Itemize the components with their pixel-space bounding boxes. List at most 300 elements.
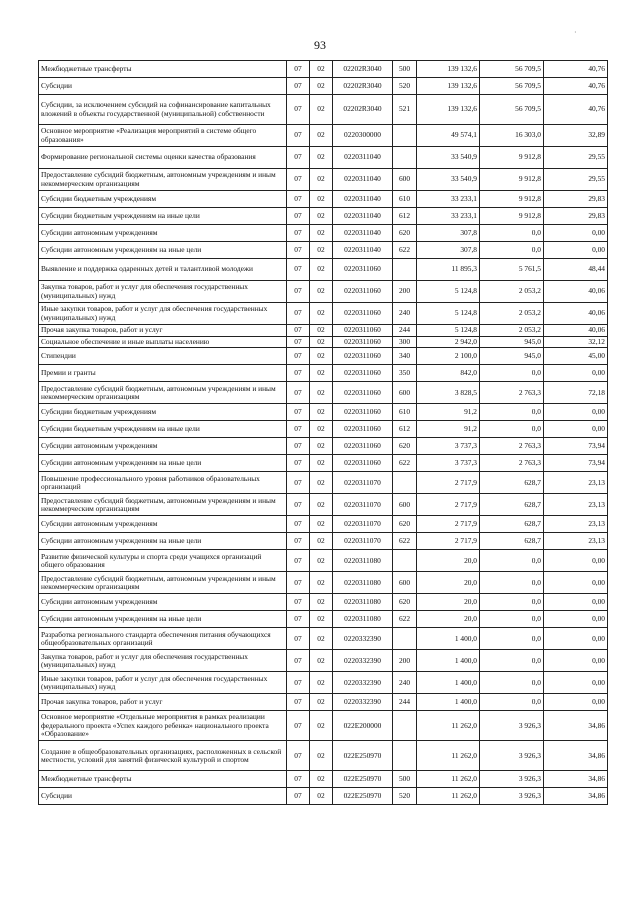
row-expense-type-cell (393, 147, 417, 169)
table-row (39, 572, 608, 594)
table-row (39, 421, 608, 438)
row-section-cell: 07 (287, 303, 310, 325)
row-plan-cell: 20,0 (417, 550, 480, 572)
row-target-article-cell: 0220311040 (333, 169, 393, 191)
row-actual-cell: 628,7 (480, 472, 544, 494)
row-expense-type-cell: 622 (393, 533, 417, 550)
row-plan-cell: 307,8 (417, 225, 480, 242)
row-plan-cell: 2 717,9 (417, 533, 480, 550)
row-expense-type-cell: 622 (393, 455, 417, 472)
row-expense-type-cell: 600 (393, 382, 417, 404)
row-percent-cell: 34,86 (544, 788, 608, 805)
row-actual-cell: 2 763,3 (480, 382, 544, 404)
row-subsection-cell: 02 (310, 382, 333, 404)
row-target-article-cell: 0220311060 (333, 404, 393, 421)
row-name-cell: Формирование региональной системы оценки качества образования (39, 147, 287, 169)
row-plan-cell: 11 262,0 (417, 771, 480, 788)
row-name-cell: Субсидии бюджетным учреждениям на иные цели (39, 421, 287, 438)
row-name-cell: Субсидии, за исключением субсидий на софинансирование капитальных вложений в объекты государственной (муниципальной) собственности (39, 95, 287, 125)
row-expense-type-cell: 600 (393, 572, 417, 594)
table-row (39, 147, 608, 169)
row-expense-type-cell: 520 (393, 788, 417, 805)
row-section-cell: 07 (287, 169, 310, 191)
row-target-article-cell: 0220311040 (333, 191, 393, 208)
table-row (39, 348, 608, 365)
table-row (39, 472, 608, 494)
row-target-article-cell: 0220311070 (333, 494, 393, 516)
table-row (39, 325, 608, 337)
row-actual-cell: 0,0 (480, 404, 544, 421)
row-expense-type-cell: 500 (393, 771, 417, 788)
row-section-cell: 07 (287, 672, 310, 694)
row-subsection-cell: 02 (310, 741, 333, 771)
table-row (39, 125, 608, 147)
row-plan-cell: 1 400,0 (417, 628, 480, 650)
row-percent-cell: 40,76 (544, 78, 608, 95)
row-percent-cell: 23,13 (544, 472, 608, 494)
row-name-cell: Премии и гранты (39, 365, 287, 382)
row-expense-type-cell: 620 (393, 438, 417, 455)
row-target-article-cell: 0220332390 (333, 694, 393, 711)
row-subsection-cell: 02 (310, 337, 333, 348)
row-name-cell: Закупка товаров, работ и услуг для обеспечения государственных (муниципальных) нужд (39, 650, 287, 672)
row-expense-type-cell: 600 (393, 169, 417, 191)
row-name-cell: Выявление и поддержка одаренных детей и талантливой молодежи (39, 259, 287, 281)
row-plan-cell: 20,0 (417, 611, 480, 628)
table-row (39, 365, 608, 382)
table-row (39, 191, 608, 208)
row-subsection-cell: 02 (310, 572, 333, 594)
table-row (39, 711, 608, 741)
row-section-cell: 07 (287, 455, 310, 472)
table-row (39, 78, 608, 95)
row-percent-cell: 40,06 (544, 303, 608, 325)
row-subsection-cell: 02 (310, 365, 333, 382)
row-expense-type-cell: 300 (393, 337, 417, 348)
row-name-cell: Субсидии автономным учреждениям на иные цели (39, 455, 287, 472)
row-actual-cell: 56 709,5 (480, 61, 544, 78)
row-section-cell: 07 (287, 741, 310, 771)
row-actual-cell: 2 053,2 (480, 281, 544, 303)
row-name-cell: Прочая закупка товаров, работ и услуг (39, 694, 287, 711)
row-subsection-cell: 02 (310, 628, 333, 650)
row-actual-cell: 9 912,8 (480, 191, 544, 208)
row-subsection-cell: 02 (310, 404, 333, 421)
row-target-article-cell: 0220311040 (333, 225, 393, 242)
row-section-cell: 07 (287, 208, 310, 225)
row-name-cell: Основное мероприятие «Реализация мероприятий в системе общего образования» (39, 125, 287, 147)
row-section-cell: 07 (287, 421, 310, 438)
row-plan-cell: 139 132,6 (417, 61, 480, 78)
scan-mark: · (574, 28, 577, 37)
row-expense-type-cell: 620 (393, 225, 417, 242)
row-expense-type-cell: 620 (393, 594, 417, 611)
row-subsection-cell: 02 (310, 242, 333, 259)
row-plan-cell: 1 400,0 (417, 694, 480, 711)
row-percent-cell: 23,13 (544, 494, 608, 516)
row-name-cell: Разработка регионального стандарта обеспечения питания обучающихся общеобразовательных организаций (39, 628, 287, 650)
row-subsection-cell: 02 (310, 550, 333, 572)
row-percent-cell: 0,00 (544, 594, 608, 611)
row-percent-cell: 0,00 (544, 550, 608, 572)
row-actual-cell: 2 763,3 (480, 438, 544, 455)
row-name-cell: Субсидии автономным учреждениям на иные цели (39, 533, 287, 550)
row-subsection-cell: 02 (310, 533, 333, 550)
row-section-cell: 07 (287, 125, 310, 147)
row-plan-cell: 91,2 (417, 421, 480, 438)
row-section-cell: 07 (287, 594, 310, 611)
row-plan-cell: 91,2 (417, 404, 480, 421)
row-subsection-cell: 02 (310, 516, 333, 533)
row-percent-cell: 29,55 (544, 169, 608, 191)
row-actual-cell: 0,0 (480, 242, 544, 259)
table-row (39, 281, 608, 303)
row-plan-cell: 3 737,3 (417, 438, 480, 455)
row-percent-cell: 23,13 (544, 533, 608, 550)
row-plan-cell: 139 132,6 (417, 78, 480, 95)
table-row (39, 438, 608, 455)
table-row (39, 550, 608, 572)
row-actual-cell: 5 761,5 (480, 259, 544, 281)
row-percent-cell: 0,00 (544, 611, 608, 628)
row-subsection-cell: 02 (310, 421, 333, 438)
row-name-cell: Развитие физической культуры и спорта среди учащихся организаций общего образования (39, 550, 287, 572)
table-row (39, 516, 608, 533)
row-percent-cell: 0,00 (544, 421, 608, 438)
row-expense-type-cell: 500 (393, 61, 417, 78)
row-plan-cell: 307,8 (417, 242, 480, 259)
row-percent-cell: 0,00 (544, 365, 608, 382)
row-name-cell: Субсидии (39, 788, 287, 805)
row-target-article-cell: 0220332390 (333, 672, 393, 694)
row-expense-type-cell (393, 550, 417, 572)
row-section-cell: 07 (287, 337, 310, 348)
row-name-cell: Субсидии (39, 78, 287, 95)
row-name-cell: Основное мероприятие «Отдельные мероприятия в рамках реализации федерального проекта «Успех каждого ребенка» национального проекта «Образование» (39, 711, 287, 741)
row-name-cell: Субсидии бюджетным учреждениям на иные цели (39, 208, 287, 225)
row-plan-cell: 3 737,3 (417, 455, 480, 472)
table-body (39, 61, 608, 805)
row-subsection-cell: 02 (310, 259, 333, 281)
row-name-cell: Социальное обеспечение и иные выплаты населению (39, 337, 287, 348)
row-actual-cell: 3 926,3 (480, 788, 544, 805)
row-section-cell: 07 (287, 533, 310, 550)
row-expense-type-cell: 521 (393, 95, 417, 125)
row-section-cell: 07 (287, 516, 310, 533)
row-percent-cell: 32,12 (544, 337, 608, 348)
row-section-cell: 07 (287, 348, 310, 365)
row-percent-cell: 0,00 (544, 650, 608, 672)
row-name-cell: Предоставление субсидий бюджетным, автономным учреждениям и иным некоммерческим организациям (39, 494, 287, 516)
row-target-article-cell: 0220311060 (333, 303, 393, 325)
row-subsection-cell: 02 (310, 78, 333, 95)
row-percent-cell: 23,13 (544, 516, 608, 533)
row-actual-cell: 0,0 (480, 365, 544, 382)
row-actual-cell: 945,0 (480, 337, 544, 348)
table-row (39, 404, 608, 421)
row-plan-cell: 1 400,0 (417, 650, 480, 672)
row-expense-type-cell (393, 628, 417, 650)
row-subsection-cell: 02 (310, 650, 333, 672)
row-section-cell: 07 (287, 95, 310, 125)
row-name-cell: Иные закупки товаров, работ и услуг для обеспечения государственных (муниципальных) нужд (39, 672, 287, 694)
row-plan-cell: 5 124,8 (417, 281, 480, 303)
row-actual-cell: 56 709,5 (480, 95, 544, 125)
row-plan-cell: 1 400,0 (417, 672, 480, 694)
row-section-cell: 07 (287, 242, 310, 259)
row-percent-cell: 40,06 (544, 281, 608, 303)
row-actual-cell: 9 912,8 (480, 169, 544, 191)
table-row (39, 242, 608, 259)
row-plan-cell: 2 942,0 (417, 337, 480, 348)
row-name-cell: Создание в общеобразовательных организациях, расположенных в сельской местности, условий для занятий физической культурой и спортом (39, 741, 287, 771)
row-name-cell: Субсидии автономным учреждениям (39, 516, 287, 533)
row-name-cell: Стипендии (39, 348, 287, 365)
table-row (39, 169, 608, 191)
row-actual-cell: 2 763,3 (480, 455, 544, 472)
row-plan-cell: 11 262,0 (417, 788, 480, 805)
row-actual-cell: 0,0 (480, 628, 544, 650)
row-plan-cell: 33 233,1 (417, 191, 480, 208)
row-actual-cell: 9 912,8 (480, 147, 544, 169)
row-plan-cell: 20,0 (417, 572, 480, 594)
page-number: 93 (314, 38, 326, 52)
row-actual-cell: 3 926,3 (480, 711, 544, 741)
row-plan-cell: 2 717,9 (417, 494, 480, 516)
row-target-article-cell: 0220311060 (333, 259, 393, 281)
row-target-article-cell: 02202R3040 (333, 61, 393, 78)
row-section-cell: 07 (287, 650, 310, 672)
row-name-cell: Предоставление субсидий бюджетным, автономным учреждениям и иным некоммерческим организациям (39, 382, 287, 404)
table-row (39, 533, 608, 550)
row-actual-cell: 0,0 (480, 572, 544, 594)
row-subsection-cell: 02 (310, 169, 333, 191)
row-subsection-cell: 02 (310, 611, 333, 628)
row-percent-cell: 72,18 (544, 382, 608, 404)
row-section-cell: 07 (287, 78, 310, 95)
row-plan-cell: 139 132,6 (417, 95, 480, 125)
row-target-article-cell: 0220311060 (333, 281, 393, 303)
row-target-article-cell: 022E250970 (333, 771, 393, 788)
row-actual-cell: 16 303,0 (480, 125, 544, 147)
row-expense-type-cell (393, 259, 417, 281)
row-actual-cell: 0,0 (480, 694, 544, 711)
row-target-article-cell: 022E250970 (333, 788, 393, 805)
row-target-article-cell: 0220332390 (333, 628, 393, 650)
row-target-article-cell: 0220311060 (333, 325, 393, 337)
table-row (39, 225, 608, 242)
row-percent-cell: 73,94 (544, 455, 608, 472)
row-expense-type-cell: 240 (393, 303, 417, 325)
row-target-article-cell: 0220311060 (333, 348, 393, 365)
row-target-article-cell: 0220311060 (333, 438, 393, 455)
row-target-article-cell: 0220311070 (333, 472, 393, 494)
row-target-article-cell: 0220311080 (333, 594, 393, 611)
row-target-article-cell: 0220311070 (333, 516, 393, 533)
table-row (39, 95, 608, 125)
row-actual-cell: 628,7 (480, 494, 544, 516)
row-percent-cell: 45,00 (544, 348, 608, 365)
row-section-cell: 07 (287, 788, 310, 805)
row-percent-cell: 48,44 (544, 259, 608, 281)
row-expense-type-cell: 610 (393, 191, 417, 208)
row-target-article-cell: 02202R3040 (333, 95, 393, 125)
row-section-cell: 07 (287, 438, 310, 455)
row-plan-cell: 11 262,0 (417, 711, 480, 741)
row-plan-cell: 11 262,0 (417, 741, 480, 771)
table-row (39, 628, 608, 650)
row-expense-type-cell (393, 125, 417, 147)
table-row (39, 208, 608, 225)
row-subsection-cell: 02 (310, 95, 333, 125)
table-row (39, 694, 608, 711)
row-plan-cell: 33 540,9 (417, 169, 480, 191)
row-section-cell: 07 (287, 628, 310, 650)
row-percent-cell: 32,89 (544, 125, 608, 147)
row-subsection-cell: 02 (310, 438, 333, 455)
row-subsection-cell: 02 (310, 771, 333, 788)
row-subsection-cell: 02 (310, 225, 333, 242)
row-target-article-cell: 0220311040 (333, 147, 393, 169)
row-section-cell: 07 (287, 611, 310, 628)
row-expense-type-cell: 520 (393, 78, 417, 95)
row-subsection-cell: 02 (310, 455, 333, 472)
row-target-article-cell: 0220332390 (333, 650, 393, 672)
row-target-article-cell: 0220311040 (333, 208, 393, 225)
row-section-cell: 07 (287, 147, 310, 169)
row-percent-cell: 29,55 (544, 147, 608, 169)
row-expense-type-cell: 620 (393, 516, 417, 533)
table-row (39, 494, 608, 516)
row-subsection-cell: 02 (310, 61, 333, 78)
table-row (39, 61, 608, 78)
row-section-cell: 07 (287, 694, 310, 711)
row-actual-cell: 3 926,3 (480, 741, 544, 771)
row-target-article-cell: 0220311080 (333, 572, 393, 594)
row-plan-cell: 2 100,0 (417, 348, 480, 365)
row-percent-cell: 40,76 (544, 61, 608, 78)
row-section-cell: 07 (287, 61, 310, 78)
row-plan-cell: 2 717,9 (417, 472, 480, 494)
row-section-cell: 07 (287, 191, 310, 208)
row-percent-cell: 73,94 (544, 438, 608, 455)
row-section-cell: 07 (287, 472, 310, 494)
row-target-article-cell: 0220311060 (333, 337, 393, 348)
row-plan-cell: 33 233,1 (417, 208, 480, 225)
row-plan-cell: 842,0 (417, 365, 480, 382)
row-expense-type-cell: 622 (393, 611, 417, 628)
row-subsection-cell: 02 (310, 191, 333, 208)
row-section-cell: 07 (287, 325, 310, 337)
table-row (39, 455, 608, 472)
row-expense-type-cell: 244 (393, 694, 417, 711)
row-subsection-cell: 02 (310, 494, 333, 516)
row-actual-cell: 0,0 (480, 650, 544, 672)
row-name-cell: Субсидии автономным учреждениям на иные цели (39, 611, 287, 628)
table-row (39, 672, 608, 694)
row-percent-cell: 0,00 (544, 694, 608, 711)
row-expense-type-cell: 622 (393, 242, 417, 259)
row-subsection-cell: 02 (310, 788, 333, 805)
row-target-article-cell: 0220311060 (333, 382, 393, 404)
row-target-article-cell: 0220311080 (333, 611, 393, 628)
table-row (39, 611, 608, 628)
row-section-cell: 07 (287, 365, 310, 382)
row-name-cell: Субсидии автономным учреждениям (39, 594, 287, 611)
row-subsection-cell: 02 (310, 208, 333, 225)
row-plan-cell: 5 124,8 (417, 303, 480, 325)
row-subsection-cell: 02 (310, 303, 333, 325)
row-section-cell: 07 (287, 550, 310, 572)
row-actual-cell: 2 053,2 (480, 303, 544, 325)
row-percent-cell: 0,00 (544, 404, 608, 421)
row-name-cell: Повышение профессионального уровня работников образовательных организаций (39, 472, 287, 494)
row-subsection-cell: 02 (310, 694, 333, 711)
budget-table (38, 60, 608, 805)
row-actual-cell: 0,0 (480, 550, 544, 572)
row-name-cell: Субсидии автономным учреждениям (39, 225, 287, 242)
row-name-cell: Предоставление субсидий бюджетным, автономным учреждениям и иным некоммерческим организациям (39, 169, 287, 191)
row-plan-cell: 11 895,3 (417, 259, 480, 281)
row-subsection-cell: 02 (310, 147, 333, 169)
row-percent-cell: 34,86 (544, 771, 608, 788)
row-actual-cell: 3 926,3 (480, 771, 544, 788)
row-actual-cell: 945,0 (480, 348, 544, 365)
row-actual-cell: 628,7 (480, 533, 544, 550)
row-subsection-cell: 02 (310, 281, 333, 303)
row-name-cell: Предоставление субсидий бюджетным, автономным учреждениям и иным некоммерческим организациям (39, 572, 287, 594)
row-percent-cell: 0,00 (544, 242, 608, 259)
row-name-cell: Субсидии автономным учреждениям на иные цели (39, 242, 287, 259)
table-row (39, 741, 608, 771)
row-percent-cell: 29,83 (544, 191, 608, 208)
row-target-article-cell: 0220311080 (333, 550, 393, 572)
row-actual-cell: 56 709,5 (480, 78, 544, 95)
row-expense-type-cell: 600 (393, 494, 417, 516)
row-target-article-cell: 022E200000 (333, 711, 393, 741)
row-section-cell: 07 (287, 281, 310, 303)
row-target-article-cell: 0220311040 (333, 242, 393, 259)
row-name-cell: Прочая закупка товаров, работ и услуг (39, 325, 287, 337)
row-actual-cell: 0,0 (480, 594, 544, 611)
row-section-cell: 07 (287, 494, 310, 516)
row-expense-type-cell: 244 (393, 325, 417, 337)
row-actual-cell: 2 053,2 (480, 325, 544, 337)
row-actual-cell: 9 912,8 (480, 208, 544, 225)
row-expense-type-cell: 340 (393, 348, 417, 365)
row-percent-cell: 0,00 (544, 628, 608, 650)
row-actual-cell: 0,0 (480, 225, 544, 242)
row-target-article-cell: 0220300000 (333, 125, 393, 147)
row-percent-cell: 0,00 (544, 225, 608, 242)
row-plan-cell: 33 540,9 (417, 147, 480, 169)
row-section-cell: 07 (287, 225, 310, 242)
row-section-cell: 07 (287, 771, 310, 788)
row-percent-cell: 40,76 (544, 95, 608, 125)
table-row (39, 337, 608, 348)
row-section-cell: 07 (287, 711, 310, 741)
row-name-cell: Межбюджетные трансферты (39, 61, 287, 78)
row-subsection-cell: 02 (310, 672, 333, 694)
row-section-cell: 07 (287, 259, 310, 281)
row-plan-cell: 3 828,5 (417, 382, 480, 404)
row-percent-cell: 29,83 (544, 208, 608, 225)
row-name-cell: Иные закупки товаров, работ и услуг для обеспечения государственных (муниципальных) нужд (39, 303, 287, 325)
row-plan-cell: 2 717,9 (417, 516, 480, 533)
row-expense-type-cell (393, 741, 417, 771)
row-expense-type-cell: 612 (393, 421, 417, 438)
row-actual-cell: 0,0 (480, 611, 544, 628)
